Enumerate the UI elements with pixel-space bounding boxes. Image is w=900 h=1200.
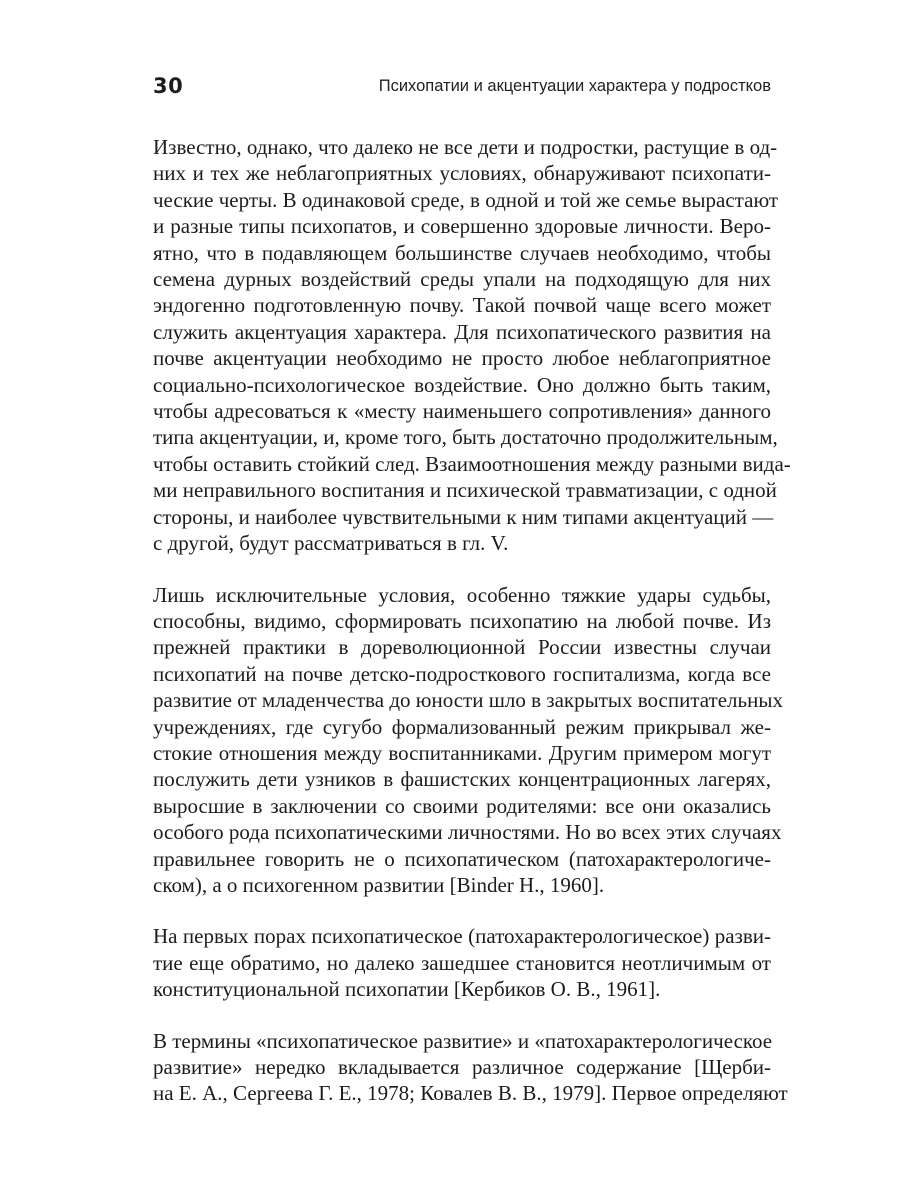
paragraph [153, 1028, 788, 1107]
text-line: чтобы оставить стойкий след. Взаимоотношения между разными вида- [153, 451, 791, 476]
text-line: ми неправильного воспитания и психической травматизации, с одной [153, 478, 777, 503]
text-line: конституциональной психопатии [Кербиков О. В., 1961]. [153, 977, 661, 1002]
running-title: Психопатии и акцентуации характера у подростков [378, 77, 771, 95]
text-line: прежней практики в дореволюционной России известны случаи [153, 635, 771, 660]
text-line: психопатий на почве детско-подросткового госпитализма, когда все [153, 661, 771, 686]
text-line: почве акцентуации необходимо не просто любое неблагоприятное [153, 346, 771, 371]
text-line: чтобы адресоваться к «месту наименьшего сопротивления» данного [153, 399, 771, 424]
text-line: Известно, однако, что далеко не все дети и подростки, растущие в од- [153, 135, 778, 159]
text-line: на Е. А., Сергеева Г. Е., 1978; Ковалев В. В., 1979]. Первое определяют [153, 1081, 788, 1106]
text-line: типа акцентуации, и, кроме того, быть достаточно продолжительным, [153, 425, 778, 450]
paragraph [153, 923, 771, 1002]
text-line: На первых порах психопатическое (патохарактерологическое) разви- [153, 924, 771, 949]
text-line: и разные типы психопатов, и совершенно здоровые личности. Веро- [153, 214, 771, 239]
text-line: служить акцентуация характера. Для психопатического развития на [153, 319, 771, 344]
page-number: 30 [153, 74, 184, 98]
page-header [153, 72, 771, 104]
paragraph [153, 582, 783, 899]
text-line: Лишь исключительные условия, особенно тяжкие удары судьбы, [153, 582, 771, 607]
paragraph [153, 134, 791, 557]
text-line: способны, видимо, сформировать психопатию на любой почве. Из [153, 608, 771, 633]
text-line: особого рода психопатическими личностями. Но во всех этих случаях [153, 820, 782, 845]
text-line: учреждениях, где сугубо формализованный режим прикрывал же- [153, 714, 771, 739]
text-line: послужить дети узников в фашистских концентрационных лагерях, [153, 767, 771, 792]
text-line: ческие черты. В одинаковой среде, в одной и той же семье вырастают [153, 187, 779, 212]
text-line: развитие от младенчества до юности шло в закрытых воспитательных [153, 688, 783, 713]
text-line: ятно, что в подавляющем большинстве случаев необходимо, чтобы [153, 240, 771, 265]
text-line: социально-психологическое воздействие. Оно должно быть таким, [153, 372, 771, 397]
text-line: с другой, будут рассматриваться в гл. V. [153, 531, 509, 556]
text-line: правильнее говорить не о психопатическом (патохарактерологиче- [153, 846, 771, 871]
text-line: развитие» нередко вкладывается различное содержание [Щерби- [153, 1055, 771, 1079]
text-line: тие еще обратимо, но далеко зашедшее становится неотличимым от [153, 950, 771, 975]
text-line: стокие отношения между воспитанниками. Другим примером могут [153, 740, 771, 765]
body-text [153, 134, 791, 1132]
text-line: В термины «психопатическое развитие» и «патохарактерологическое [153, 1028, 773, 1053]
text-line: стороны, и наиболее чувствительными к ним типами акцентуаций — [153, 504, 774, 529]
text-line: семена дурных воздействий среды упали на подходящую для них [153, 267, 771, 292]
text-line: ском), а о психогенном развитии [Binder H., 1960]. [153, 872, 605, 897]
text-line: них и тех же неблагоприятных условиях, обнаруживают психопати- [153, 161, 771, 186]
text-line: выросшие в заключении со своими родителями: все они оказались [153, 793, 771, 818]
text-line: эндогенно подготовленную почву. Такой почвой чаще всего может [153, 293, 771, 318]
